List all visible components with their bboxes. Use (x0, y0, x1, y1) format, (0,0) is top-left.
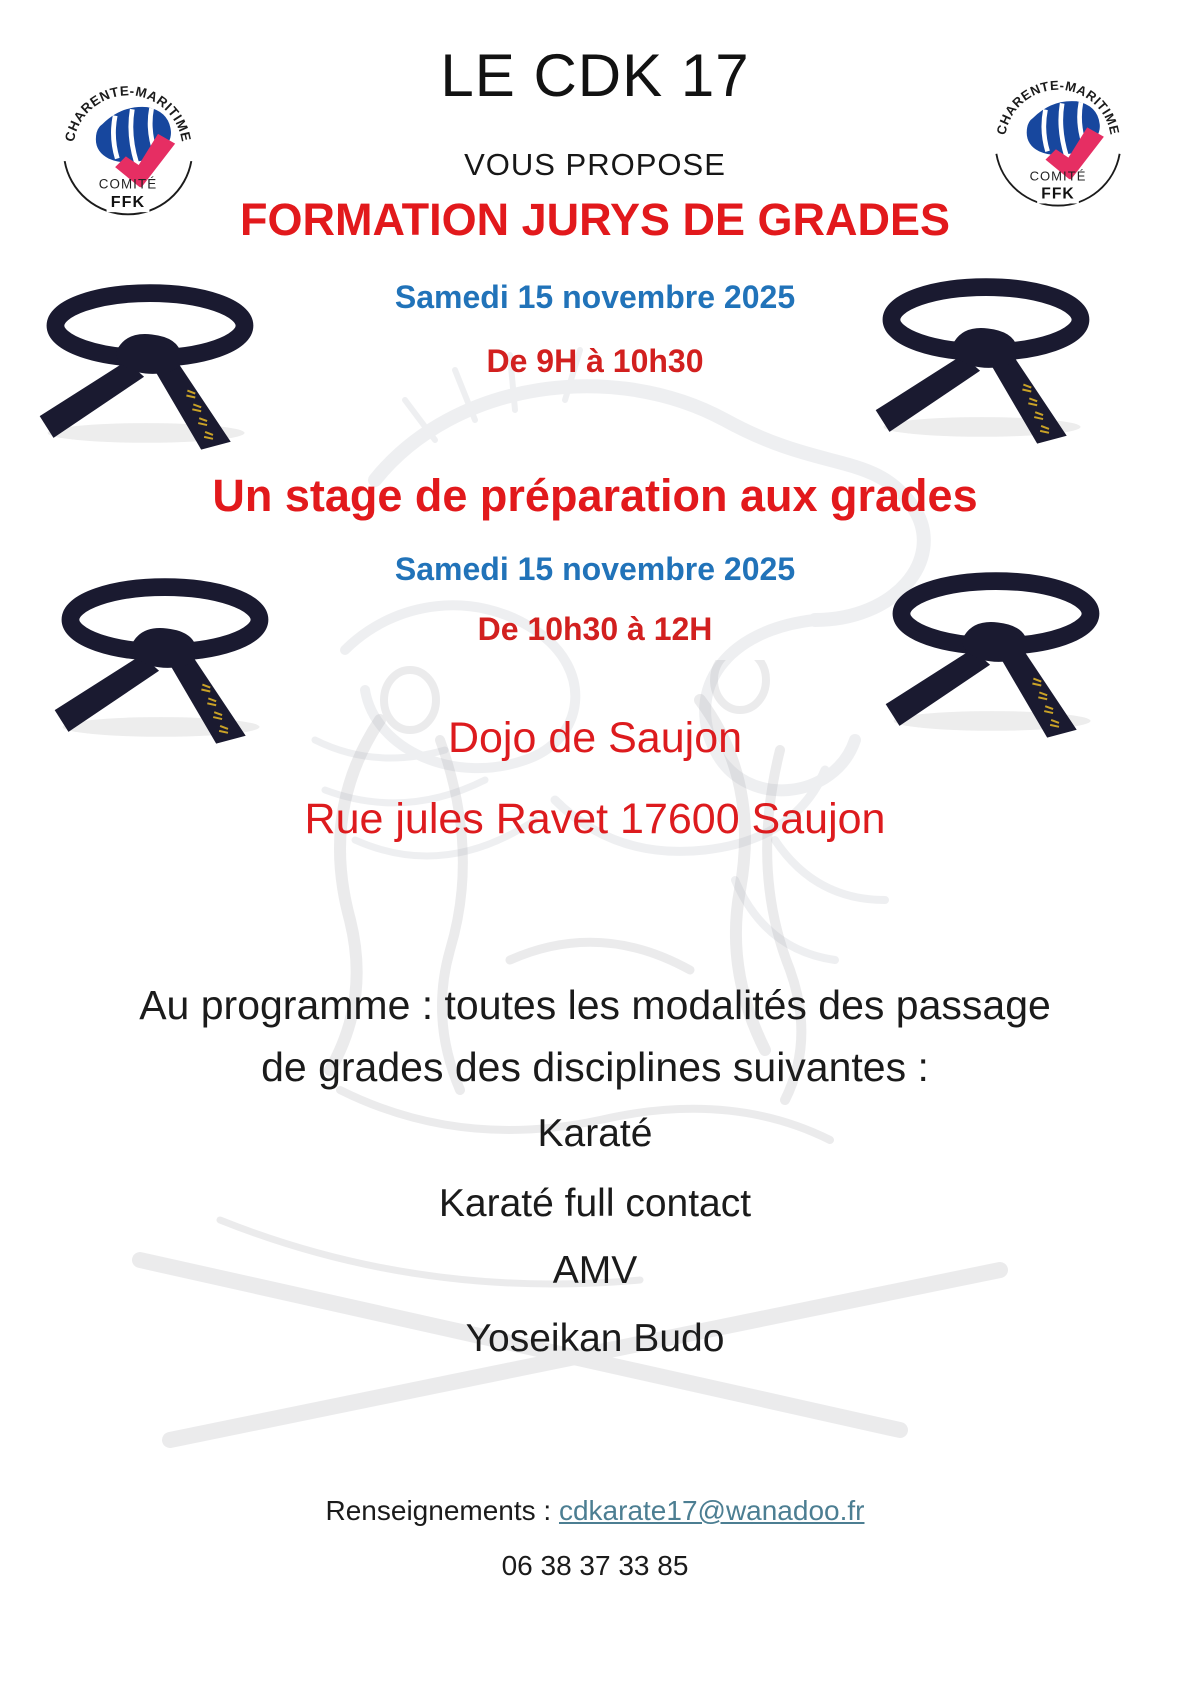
heading-stage: Un stage de préparation aux grades (212, 470, 978, 521)
dragon-watermark (255, 320, 955, 1000)
discipline-karate-full-contact: Karaté full contact (438, 1182, 752, 1225)
page-title: LE CDK 17 (440, 42, 750, 109)
venue-address: Rue jules Ravet 17600 Saujon (304, 795, 886, 843)
contact-phone: 06 38 37 33 85 (501, 1550, 689, 1581)
session2-time: De 10h30 à 12H (477, 611, 713, 647)
discipline-karate: Karaté (537, 1112, 653, 1155)
program-line1: Au programme : toutes les modalités des passage (139, 982, 1051, 1028)
heading-formation: FORMATION JURYS DE GRADES (239, 194, 951, 245)
contact-line (0, 1496, 1190, 1525)
session2-date: Samedi 15 novembre 2025 (394, 551, 796, 587)
discipline-yoseikan-budo: Yoseikan Budo (465, 1317, 725, 1360)
session1-time: De 9H à 10h30 (486, 343, 704, 379)
subtitle: VOUS PROPOSE (464, 147, 726, 182)
venue-name: Dojo de Saujon (447, 714, 743, 762)
discipline-amv: AMV (552, 1249, 638, 1292)
session1-date: Samedi 15 novembre 2025 (394, 279, 796, 315)
program-line2: de grades des disciplines suivantes : (261, 1044, 929, 1090)
contact-label: Renseignements : (325, 1495, 552, 1526)
contact-email-link[interactable]: cdkarate17@wanadoo.fr (558, 1495, 865, 1526)
